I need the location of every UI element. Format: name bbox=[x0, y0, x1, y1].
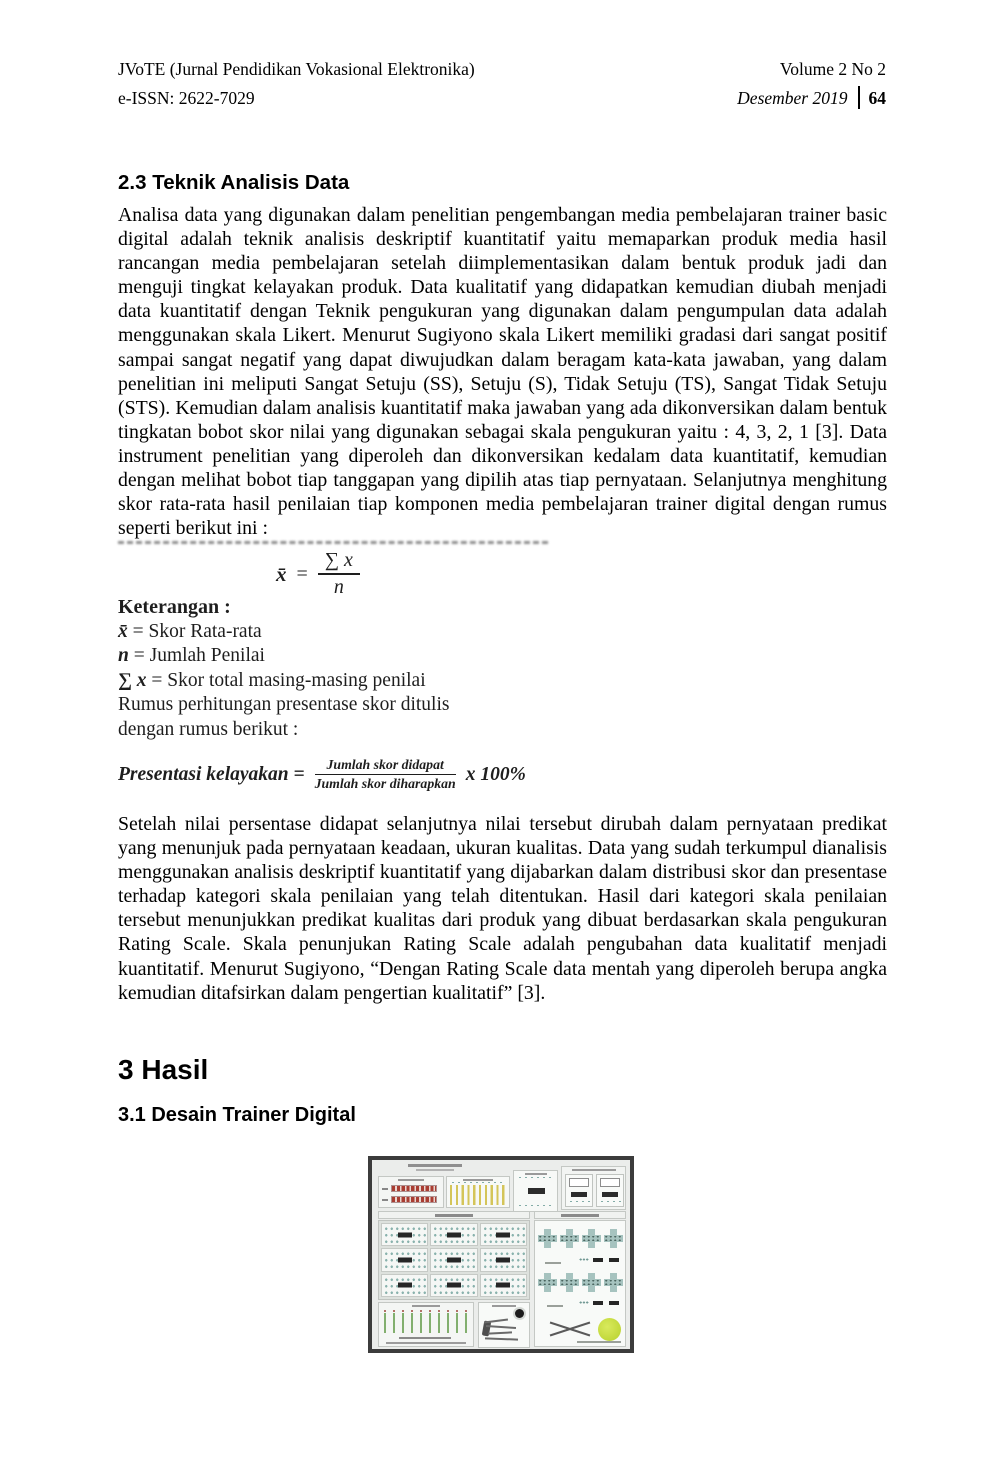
ic-socket bbox=[430, 1274, 477, 1297]
header-divider bbox=[858, 86, 860, 109]
trainer-board-figure bbox=[368, 1156, 634, 1353]
panel-label bbox=[547, 1305, 563, 1307]
ic-socket bbox=[480, 1223, 527, 1246]
display-module bbox=[596, 1174, 624, 1207]
issue-date: Desember 2019 bbox=[737, 88, 848, 108]
connector-block bbox=[582, 1273, 601, 1292]
buzzer-schematic-panel bbox=[478, 1302, 530, 1348]
connector-block bbox=[560, 1229, 579, 1248]
connector-block bbox=[604, 1273, 623, 1292]
input-header-panel bbox=[513, 1170, 558, 1212]
panel-caption bbox=[399, 1337, 451, 1339]
section-heading-3-1: 3.1 Desain Trainer Digital bbox=[118, 1104, 356, 1126]
page-number: 64 bbox=[868, 88, 886, 108]
section-heading-3: 3 Hasil bbox=[118, 1054, 209, 1085]
results-intro-paragraph: Setelah nilai persentase didapat selanjutnya nilai tersebut dirubah dalam pernyataan predikat yang menunjuk pada pernyataan keadaan, ukuran kualitas. Data yang sudah terkumpul dianalisis menggunakan analisis deskriptif kuantitatif yang dijabarkan dalam distribusi skor dan presentase terhadap kategori skala penilaian yang telah ditentukan. Hasil dari kategori skala penilaian tersebut menunjukkan predikat kualitas dari produk yang dibuat berdasarkan skala pengukuran Rating Scale. Skala penunjukan Rating Scale adalah pengubahan data kualitatif menjadi kuantitatif. Menurut Sugiyono, “Dengan Rating Scale data mentah yang diperoleh berupa angka kemudian ditafsirkan dalam pengertian kualitatif” [3]. bbox=[118, 813, 887, 1004]
ic-chip bbox=[609, 1301, 619, 1305]
right-section-header bbox=[534, 1211, 626, 1219]
pct-formula-fraction bbox=[315, 757, 456, 792]
connector-block bbox=[560, 1273, 579, 1292]
panel-label bbox=[525, 1173, 547, 1175]
formula-fraction bbox=[318, 549, 360, 599]
keterangan-line-5: dengan rumus berikut : bbox=[118, 718, 299, 740]
ic-socket bbox=[480, 1248, 527, 1271]
dip-switch-panel bbox=[378, 1176, 444, 1208]
issue-info bbox=[737, 86, 886, 110]
ic-socket bbox=[430, 1248, 477, 1271]
pct-fraction-numerator: Jumlah skor didapat bbox=[315, 757, 456, 775]
ic-chip bbox=[528, 1188, 545, 1194]
dip-switch-row bbox=[391, 1185, 437, 1192]
fraction-denominator: n bbox=[333, 576, 344, 598]
journal-title: JVoTE (Jurnal Pendidikan Vokasional Elektronika) bbox=[118, 59, 475, 79]
ic-socket bbox=[480, 1274, 527, 1297]
connector-block bbox=[538, 1229, 557, 1248]
seven-segment-panel bbox=[561, 1166, 626, 1210]
keterangan-line-4: Rumus perhitungan presentase skor ditulis bbox=[118, 694, 450, 716]
page-header-row-1 bbox=[118, 57, 886, 81]
connector-block-panel bbox=[534, 1220, 626, 1347]
keterangan-block bbox=[118, 595, 449, 743]
pct-fraction-denominator: Jumlah skor diharapkan bbox=[314, 776, 456, 791]
circuit-schematic bbox=[547, 1317, 593, 1341]
keterangan-line-1: x̄ = Skor Rata-rata bbox=[118, 620, 262, 642]
figure-subtitle-text bbox=[416, 1169, 454, 1171]
led-output-panel bbox=[378, 1302, 474, 1347]
display-window bbox=[600, 1178, 620, 1187]
keterangan-line-3: ∑ x = Skor total masing-masing penilai bbox=[118, 669, 426, 691]
eissn-label: e-ISSN: 2622-7029 bbox=[118, 88, 255, 108]
ic-socket bbox=[381, 1274, 428, 1297]
display-module bbox=[565, 1174, 593, 1207]
page-header-row-2 bbox=[118, 86, 886, 110]
ic-chip bbox=[609, 1258, 619, 1262]
panel-label bbox=[545, 1262, 561, 1264]
figure-title-text bbox=[408, 1164, 462, 1167]
toggle-switch-panel bbox=[446, 1176, 510, 1208]
panel-label bbox=[412, 1305, 440, 1307]
ic-chip bbox=[571, 1192, 587, 1197]
ic-chip bbox=[593, 1258, 603, 1262]
display-window bbox=[569, 1178, 589, 1187]
panel-label bbox=[492, 1305, 516, 1307]
volume-label: Volume 2 No 2 bbox=[779, 59, 886, 79]
percentage-formula bbox=[118, 757, 526, 792]
section-heading-2-3: 2.3 Teknik Analisis Data bbox=[118, 171, 350, 194]
connector-block bbox=[604, 1229, 623, 1248]
ic-socket bbox=[381, 1248, 428, 1271]
speaker-icon bbox=[515, 1309, 524, 1318]
left-section-header bbox=[378, 1211, 530, 1219]
ic-chip bbox=[593, 1301, 603, 1305]
ic-socket bbox=[430, 1223, 477, 1246]
analysis-paragraph: Analisa data yang digunakan dalam penelitian pengembangan media pembelajaran trainer basic digital adalah teknik analisis deskriptif kuantitatif yaitu memaparkan produk media hasil rancangan media pembelajaran setelah diimplementasikan dalam bentuk produk jadi dan menguji tingkat kelayakan produk. Data kualitatif yang didapatkan kemudian diubah menjadi data kuantitatif dengan Teknik pengukuran yang digunakan dalam pengumpulan data adalah menggunakan skala Likert. Menurut Sugiyono skala Likert memiliki gradasi dari sangat positif sampai sangat negatif yang dapat diwujudkan dalam beragam kata-kata jawaban, yang dalam penelitian ini meliputi Sangat Setuju (SS), Setuju (S), Tidak Setuju (TS), Sangat Tidak Setuju (STS). Kemudian dalam analisis kuantitatif maka jawaban yang ada dikonversikan dalam bentuk tingkatan bobot skor nilai yang digunakan sebagai skala pengukuran yaitu : 4, 3, 2, 1 [3]. Data instrument penelitian yang diperoleh dan dikonversikan kedalam data kuantitatif, kemudian dengan melihat bobot tiap tanggapan yang dipilih atas tiap pernyataan. Selanjutnya menghitung skor rata-rata hasil penilaian tiap komponen media pembelajaran trainer digital dengan rumus seperti berikut ini : bbox=[118, 204, 887, 540]
toggle-switches bbox=[450, 1185, 506, 1205]
panel-label bbox=[572, 1169, 616, 1171]
dip-switch-row bbox=[391, 1196, 437, 1203]
scan-artifact-line bbox=[118, 541, 548, 544]
keterangan-line-2: n = Jumlah Penilai bbox=[118, 645, 265, 667]
formula-lhs: x̄ bbox=[276, 561, 287, 586]
connector-block bbox=[582, 1229, 601, 1248]
led-bars bbox=[384, 1313, 470, 1333]
panel-label bbox=[398, 1179, 424, 1181]
formula-equals: = bbox=[296, 562, 308, 585]
panel-caption bbox=[386, 1342, 466, 1344]
ic-chip bbox=[602, 1192, 618, 1197]
pct-formula-suffix: x 100% bbox=[465, 763, 526, 785]
pct-formula-lhs: Presentasi kelayakan = bbox=[118, 763, 305, 785]
ic-socket bbox=[381, 1223, 428, 1246]
logic-gate-ic-grid bbox=[378, 1220, 530, 1300]
connector-block bbox=[538, 1273, 557, 1292]
mean-score-formula bbox=[276, 549, 360, 599]
panel-label bbox=[577, 1341, 621, 1343]
keterangan-heading: Keterangan : bbox=[118, 596, 231, 618]
fraction-numerator: ∑ x bbox=[318, 549, 360, 575]
green-sticker bbox=[598, 1318, 621, 1341]
